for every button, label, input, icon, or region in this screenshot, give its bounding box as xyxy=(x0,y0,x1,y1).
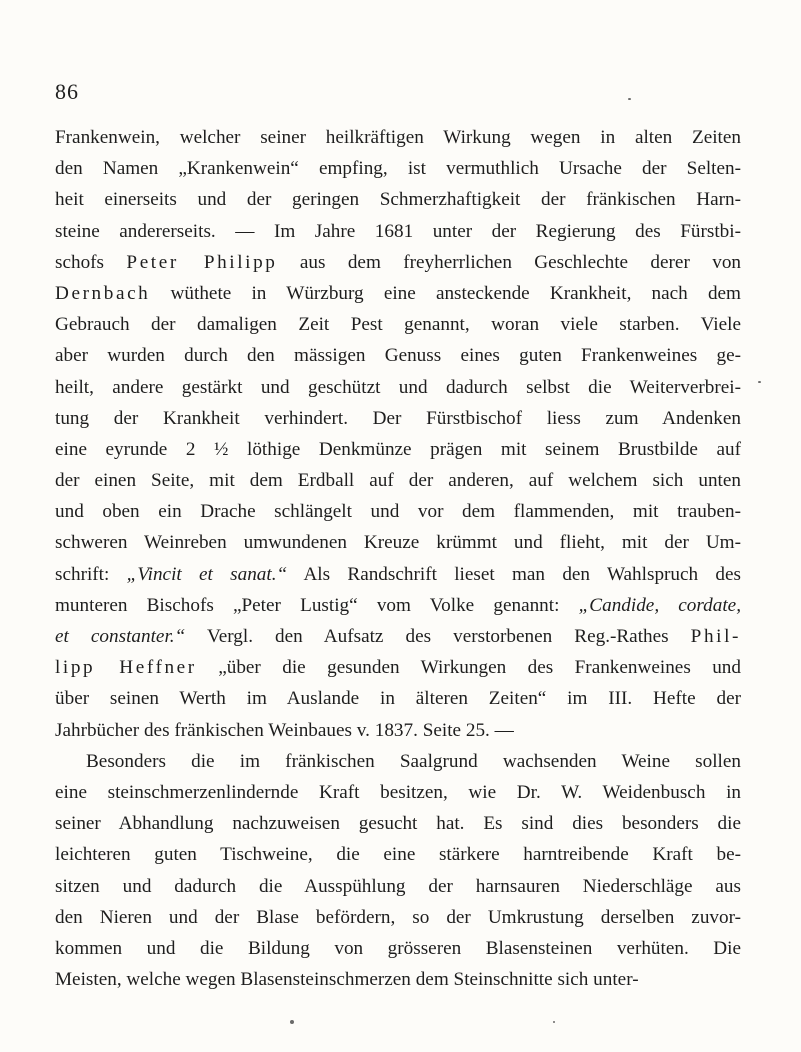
paper-speck xyxy=(628,98,631,100)
text-run: Peter Philipp xyxy=(126,251,278,273)
text-line xyxy=(55,808,741,839)
text-run: Als Randschrift lieset man den Wahlspruch des xyxy=(287,563,742,585)
text-line xyxy=(55,153,741,184)
text-line xyxy=(55,309,741,340)
text-run: seiner Abhandlung nachzuweisen gesucht hat. Es sind dies besonders die xyxy=(55,813,741,835)
text-run: eine eyrunde 2 ½ löthige Denkmünze prägen mit seinem Brustbilde auf xyxy=(55,438,741,460)
text-run: eine steinschmerzenlindernde Kraft besitzen, wie Dr. W. Weidenbusch in xyxy=(55,781,741,803)
text-line xyxy=(55,621,741,652)
text-run: leichteren guten Tischweine, die eine stärkere harntreibende Kraft be- xyxy=(55,844,741,866)
text-run: Vergl. den Aufsatz des verstorbenen Reg.-Rathes xyxy=(185,626,691,647)
text-line xyxy=(55,652,741,683)
text-line xyxy=(55,902,741,933)
text-run: Dernbach xyxy=(55,282,151,304)
body-text xyxy=(55,122,741,995)
text-line xyxy=(55,964,741,995)
text-line xyxy=(55,216,741,247)
text-run: den Nieren und der Blase befördern, so der Umkrustung derselben zuvor- xyxy=(55,906,741,928)
text-run: über seinen Werth im Auslande in älteren Zeiten“ im III. Hefte der xyxy=(55,688,741,710)
text-line xyxy=(55,746,741,777)
text-run: schrift: xyxy=(55,563,127,585)
text-line xyxy=(55,247,741,278)
text-run: Jahrbücher des fränkischen Weinbaues v. 1837. Seite 25. — xyxy=(55,719,514,741)
page-number: 86 xyxy=(55,79,79,104)
text-run: tung der Krankheit verhindert. Der Fürstbischof liess zum Andenken xyxy=(55,407,741,429)
text-run: munteren Bischofs „Peter Lustig“ vom Volke genannt: xyxy=(55,594,579,616)
text-run: den Namen „Krankenwein“ empfing, ist vermuthlich Ursache der Selten- xyxy=(55,158,741,180)
text-line xyxy=(55,496,741,527)
text-line xyxy=(55,527,741,558)
text-run: sitzen und dadurch die Ausspühlung der harnsauren Niederschläge aus xyxy=(55,875,741,897)
text-run: Frankenwein, welcher seiner heilkräftigen Wirkung wegen in alten Zeiten xyxy=(55,127,741,148)
text-line xyxy=(55,184,741,215)
text-line xyxy=(55,933,741,964)
text-run: schofs xyxy=(55,251,127,273)
text-run: „über die gesunden Wirkungen des Frankenweines und xyxy=(196,657,741,679)
text-line xyxy=(55,559,741,590)
text-line xyxy=(55,590,741,621)
text-run: Phil- xyxy=(690,626,741,647)
text-run: aber wurden durch den mässigen Genuss eines guten Frankenweines ge- xyxy=(55,345,741,367)
text-run: lipp Heffner xyxy=(55,657,197,679)
text-line xyxy=(55,465,741,496)
text-run: et constanter.“ xyxy=(55,626,186,647)
text-line xyxy=(55,683,741,714)
text-line xyxy=(55,434,741,465)
text-line xyxy=(55,839,741,870)
text-run: „Vincit et sanat.“ xyxy=(126,563,288,585)
text-line xyxy=(55,278,741,309)
text-line xyxy=(55,871,741,902)
text-run: „Candide, cordate, xyxy=(578,594,741,616)
text-run: Meisten, welche wegen Blasensteinschmerzen dem Steinschnitte sich unter- xyxy=(55,969,639,991)
paper-speck xyxy=(758,381,761,383)
text-run: aus dem freyherrlichen Geschlechte derer von xyxy=(277,251,742,273)
text-run: der einen Seite, mit dem Erdball auf der anderen, auf welchem sich unten xyxy=(55,470,741,492)
text-run: Gebrauch der damaligen Zeit Pest genannt, woran viele starben. Viele xyxy=(55,314,741,336)
text-run: Besonders die im fränkischen Saalgrund wachsenden Weine sollen xyxy=(86,750,741,772)
paper-speck xyxy=(290,1020,294,1024)
text-line xyxy=(55,777,741,808)
text-run: heit einerseits und der geringen Schmerzhaftigkeit der fränkischen Harn- xyxy=(55,189,741,211)
text-run: heilt, andere gestärkt und geschützt und dadurch selbst die Weiterverbrei- xyxy=(55,376,741,398)
text-run: wüthete in Würzburg eine ansteckende Krankheit, nach dem xyxy=(150,282,741,304)
text-line xyxy=(55,340,741,371)
text-line xyxy=(55,122,741,153)
text-line xyxy=(55,372,741,403)
text-run: und oben ein Drache schlängelt und vor dem flammenden, mit trauben- xyxy=(55,501,741,523)
text-run: kommen und die Bildung von grösseren Blasensteinen verhüten. Die xyxy=(55,937,741,959)
paper-speck xyxy=(553,1021,555,1023)
text-line xyxy=(55,403,741,434)
text-run: steine andererseits. — Im Jahre 1681 unter der Regierung des Fürstbi- xyxy=(55,220,741,242)
text-line xyxy=(55,715,741,746)
text-run: schweren Weinreben umwundenen Kreuze krümmt und flieht, mit der Um- xyxy=(55,532,741,554)
